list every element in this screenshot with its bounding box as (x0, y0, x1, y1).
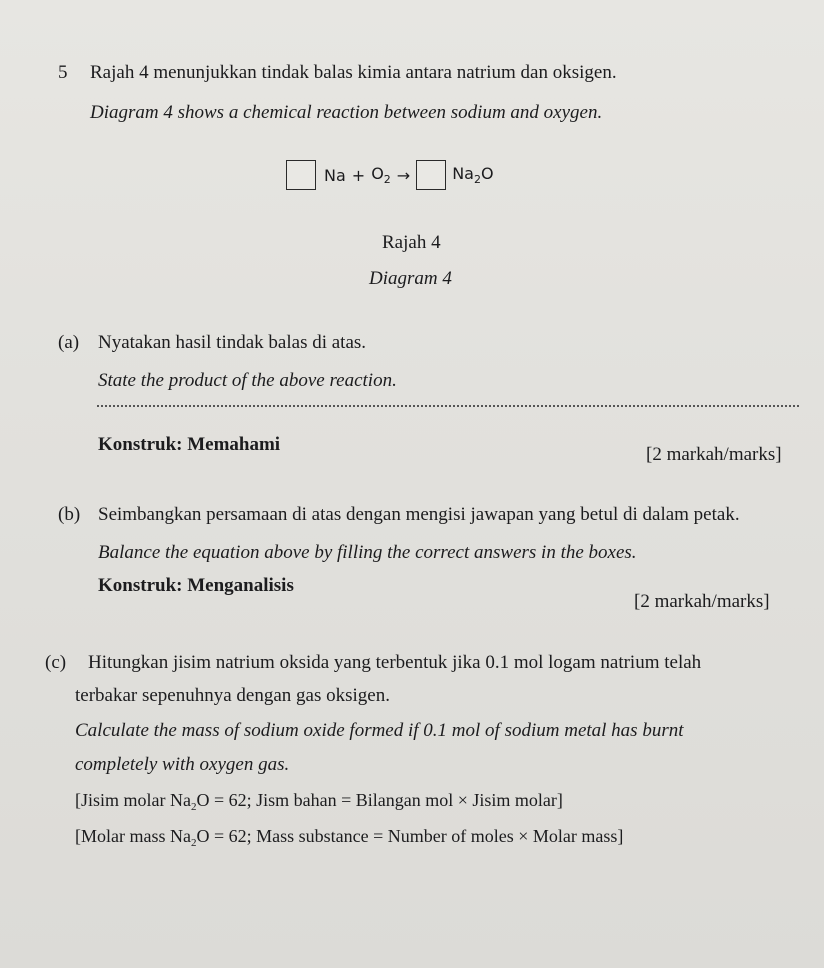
sodium-oxide-coefficient-box[interactable] (416, 160, 446, 190)
part-a-answer-line[interactable] (97, 405, 799, 407)
diagram-label-ms: Rajah 4 (382, 232, 441, 253)
diagram-label-en: Diagram 4 (369, 268, 452, 289)
reactant-sodium: Na (324, 165, 346, 185)
sodium-coefficient-box[interactable] (286, 160, 316, 190)
part-b-text-en: Balance the equation above by filling the correct answers in the boxes. (98, 542, 637, 563)
question-intro-ms: Rajah 4 menunjukkan tindak balas kimia antara natrium dan oksigen. (90, 62, 617, 83)
part-b-text-ms: Seimbangkan persamaan di atas dengan mengisi jawapan yang betul di dalam petak. (98, 504, 740, 525)
part-a-text-ms: Nyatakan hasil tindak balas di atas. (98, 332, 367, 353)
part-a-text-en: State the product of the above reaction. (98, 370, 397, 391)
part-c-hint-en: [Molar mass $Na_2O = 62$; Mass substance = Number of moles × Molar mass] (75, 826, 624, 849)
part-a-construct: Konstruk: Memahami (98, 434, 281, 455)
part-c-hint-ms: [Jisim molar $Na_2O = 62$; Jism bahan = Bilangan mol × Jisim molar] (75, 790, 563, 813)
question-intro-en: Diagram 4 shows a chemical reaction between sodium and oxygen. (90, 102, 603, 123)
question-number: 5 (58, 62, 68, 83)
part-c-text-ms-line2: terbakar sepenuhnya dengan gas oksigen. (75, 685, 390, 706)
chemical-equation (286, 160, 494, 190)
part-c-text-en-line1: Calculate the mass of sodium oxide formed if 0.1 mol of sodium metal has burnt (75, 720, 684, 741)
part-c-label: (c) (45, 652, 67, 673)
part-a-label: (a) (58, 332, 80, 353)
part-c-text-ms-line1: Hitungkan jisim natrium oksida yang terbentuk jika 0.1 mol logam natrium telah (88, 652, 702, 673)
part-b-construct: Konstruk: Menganalisis (98, 575, 294, 596)
product-sodium-oxide: $Na_2O$ (452, 164, 494, 186)
part-a-marks: [2 markah/marks] (646, 444, 782, 465)
plus-sign: + (351, 165, 366, 185)
part-b-marks: [2 markah/marks] (634, 591, 770, 612)
part-c-text-en-line2: completely with oxygen gas. (75, 754, 290, 775)
reactant-oxygen: $O_2$ (371, 164, 391, 186)
part-b-label: (b) (58, 504, 81, 525)
reaction-arrow: → (396, 165, 411, 185)
